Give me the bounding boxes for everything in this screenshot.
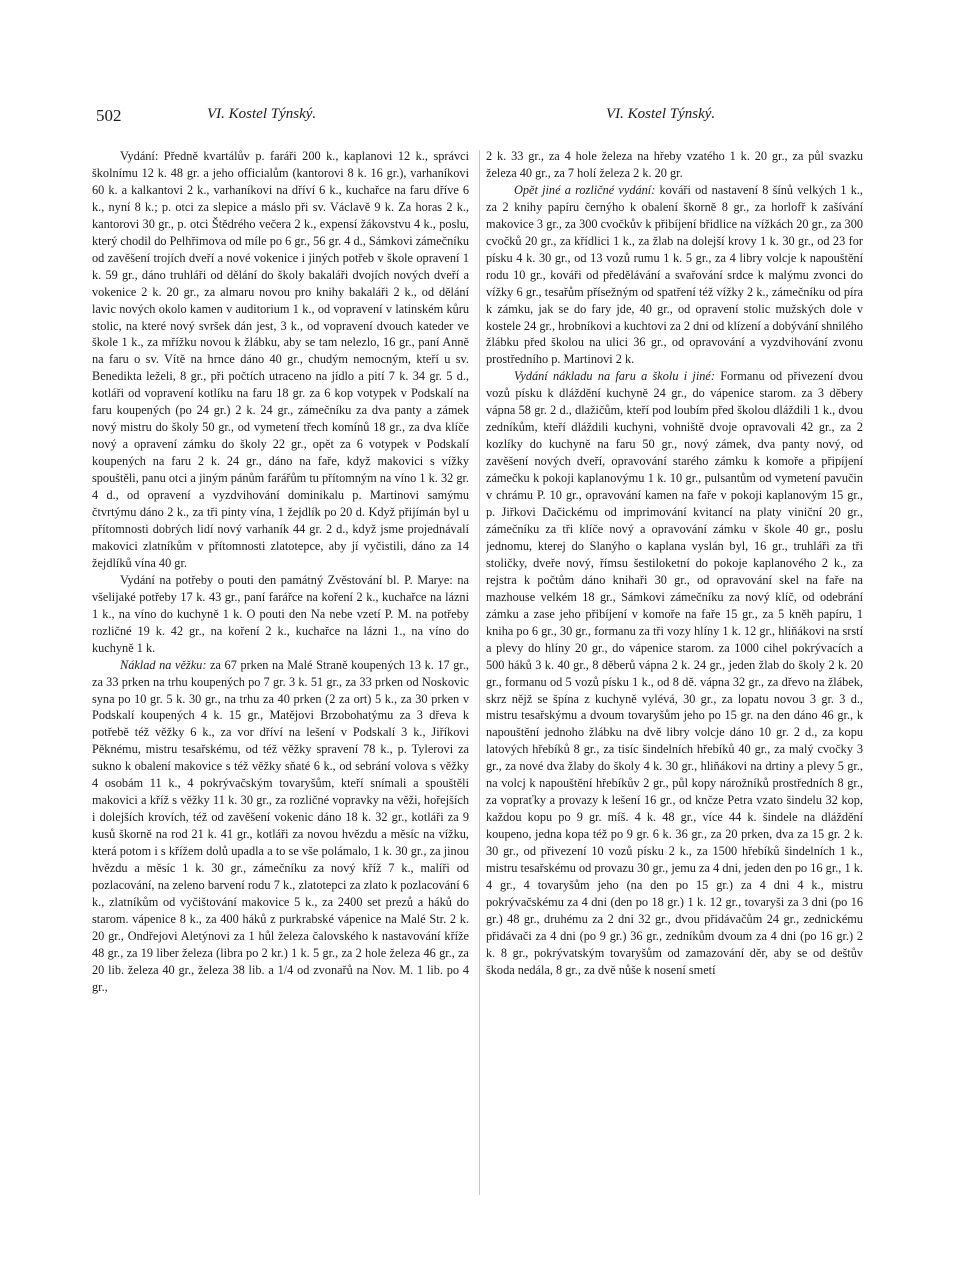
paragraph-continuation: 2 k. 33 gr., za 4 hole železa na hřeby vzatého 1 k. 20 gr., za půl svazku železa 40 gr., za 7 holí železa 2 k. 20 gr.: [486, 149, 863, 180]
right-column: [486, 148, 863, 1198]
section-label: Náklad na věžku:: [120, 657, 207, 672]
section-label: Opět jiné a rozličné vydání:: [514, 182, 656, 197]
paragraph-text: kováři od nastavení 8 šínů velkých 1 k., za 2 knihy papíru černýho k obalení škorně 8 gr., za horlofř k zašívání makovice 3 gr., za 300 cvočkův k přibíjení břidlice na vížkách 20 gr., za 300 cvočků 20 gr., za křídlici 1 k., za žlab na dolejší krovy 1 k. 30 gr., od 23 for písku 4 k. 30 gr., od 13 vozů rumu 1 k. 5 gr., za 4 libry volcje k napouštění rodu 10 gr., kováři od předělávání a svařování srdce k malýmu zvonci do vížky 6 gr., tesařům přísežným od spatření též vížky 2 k., zámečníku od píra k zámku, jak se do fary jde, 40 gr., od opravení stolic mužských dole v kostele 24 gr., hrobníkovi a kuchtovi za 2 dni od klízení a dobývání shnilého žlábku před školou na ulici 36 gr., od opravování a vyzdvihování zvonu prostředního p. Martinovi 2 k.: [486, 182, 863, 367]
left-column: [92, 148, 469, 1198]
paragraph-pout: Vydání na potřeby o pouti den památný Zvěstování bl. P. Marye: na všelijaké potřeby 17 k. 43 gr., paní farářce na koření 2 k., kuchařce na lázni 1 k., na víno do kuchyně 1 k. O pouti den Na nebe vzetí P. M. na potřeby rozličné 19 k. 42 gr., na koření 2 k., kuchařce na lázni 1., na víno do kuchyně 1 k.: [92, 572, 469, 655]
column-divider: [479, 150, 480, 1195]
running-head-left: VI. Kostel Týnský.: [207, 106, 317, 122]
paragraph-faru-skolu: [486, 368, 863, 978]
section-label: Vydání nákladu na faru a školu i jiné:: [514, 369, 715, 384]
page-number: 502: [96, 106, 122, 125]
paragraph-naklad-vezku: [92, 657, 469, 996]
paragraph-opet-jine: [486, 182, 863, 368]
running-head-right: VI. Kostel Týnský.: [606, 106, 716, 122]
paragraph-text: Formanu od přivezení dvou vozů písku k dláždění kuchyně 24 gr., do vápenice starom. za 3 děbery vápna 58 gr. 2 d., dlažičům, kteří pod loubím před školou dláždili 1 k., dvou zedníkům, kteří dláždili kuchyni, vohniště dvoje opravovali 42 gr., za 2 kozlíky do kuchyně na faru 50 gr., nový zámek, dva panty nový, od zavěšení nových dveří, opravování starého zámku k komoře a připíjení zámečku k pokoji kaplanovýmu 1 k. 10 gr., pulsantům od vymetení pavučin v chrámu P. 10 gr., opravování kamen na faře v pokoji kaplanovým 15 gr., p. Jiřkovi Dačickému od imprimování kvitancí na platy viniční 20 gr., zámečníku za tři klíče nový a opravování zámku v škole 40 gr., poslu jednomu, kterej do Slanýho o kaplana vyslán byl, 16 gr., truhláři za tři stoličky, dveře nový, římsu šestiloketní do pokoje kaplanového 2 k., za rejstra k počtům dáno knihaři 30 gr., od opravování skel na faře na mazhouse velkém 18 gr., Sámkovi zámečníku za nový klíč, od odebrání zámku a zase jeho přibíjení v komoře na faře 15 gr., za 5 kněh papíru, 1 kniha po 6 gr., 30 gr., formanu za tři vozy hlíny 1 k. 12 gr., hliňákovi na srstí a plevy do hlíny 20 gr., do vápenice starom. za 1000 cihel pokrývacích a 500 háků 3 k. 40 gr., 8 děberů vápna 2 k. 24 gr., jeden žlab do školy 2 k. 20 gr., formanu od 5 vozů písku 1 k., od 8 dě. vápna 32 gr., za dřevo na žlábek, skrz nějž se špína z kuchyně vylévá, 30 gr., za lopatu novou 3 gr. 3 d., mistru tesařskýmu a dvoum tovaryšům jeho po 15 gr. na den dáno 46 gr., k napouštění jednoho žlábku na dvě libry volcje dáno 10 gr. 2 d., za kopu latových hřebíků 8 gr., za tisíc šindelních hřebíků 40 gr., za malý cvočky 3 gr., za nové dva žlaby do školy 4 k. 30 gr., hliňákovi na drtiny a plevy 5 gr., na volcj k napouštění hřebíkův 2 gr., půl kopy nárožníků prostředních 8 gr., za vopraťky a provazy k lešení 16 gr., od knčze Petra vzato šindelu 32 kop, každou kopu po 9 gr. míš. 4 k. 48 gr., více 44 k. šindele na dláždění koupeno, jedna kopa též po 9 gr. 6 k. 36 gr., za 20 prken, dva za 15 gr. 2 k. 30 gr., od přivezení 10 vozů písku 2 k., za 1500 hřebíků šindelních 1 k., mistru tesařskému od provazu 30 gr., jemu za 4 dni, jeden den po 16 gr., 1 k. 4 gr., 4 tovaryšům jeho (na den po 15 gr.) za 4 dni 4 k., mistru pokrývačskému za 4 dni (den po 18 gr.) 1 k. 12 gr., tovaryši za 3 dni (po 16 gr.) 48 gr., druhému za 2 dni 32 gr., dvou přidávačům 24 gr., zednickému přidávači za 4 dni (po 9 gr.) 36 gr., zedníkům dvoum za 4 dni (po 16 gr.) 2 k. 8 gr., pokrývatským tovaryšům od zamazování děr, aby se od deštův škoda nedála, 8 gr., za dvě nůše k nosení smetí: [486, 369, 863, 977]
paragraph-vydani: Vydání: Předně kvartálův p. faráři 200 k., kaplanovi 12 k., správci školnímu 12 k. 48 gr. a jeho officialům (kantorovi 8 k. 16 gr.), varhaníkovi 60 k. a kalkantovi 2 k., varhaníkovi na dříví 6 k., kuchařce na faru dříve 6 k., nyní 8 k.; p. otci za slepice a máslo při sv. Václavě 9 k. Za horas 2 k., kantorovi 30 gr., p. otci Štědrého večera 2 k., expensí žákovstvu 4 k., poslu, který chodil do Pelhřimova od míle po 6 gr., 56 gr. 4 d., Sámkovi zámečníku od zavěšení trojích dveří a nové vokenice i jiných potřeb v škole opravení 1 k. 59 gr., dáno truhláři od dělání do školy bakaláři dvojích nových dveří a vokenice 2 k. 20 gr., za almaru novou pro knihy bakaláři 2 k., od dělání lavic nových okolo kamen v auditorium 1 k., od vopravení v latinském kůru stolic, na které nový svršek dán jest, 3 k., od vopravení dvouch kateder ve škole 1 k., za mřížku novou k žlábku, aby se tam nelezlo, 16 gr., paní Anně na faru o sv. Vítě na hrnce dáno 40 gr., chudým nemocným, kteří u sv. Benedikta leželi, 8 gr., při počtích utraceno na jídlo a pití 7 k. 34 gr. 5 d., kotláři od vopravení kotlíku na faru 18 gr. za 6 kop votypek v Podskalí na faru koupených (po 24 gr.) 2 k. 24 gr., zámečníku za dva panty a zámek nový mistru do školy 50 gr., od vymetení třech komínů 18 gr., za dva klíče nový a opravení zámku do školy 22 gr., opět za 6 votypek v Podskalí koupených na faru 2 k. 24 gr., dáno na faře, když makovici s vížky spouštěli, panu otci a jiným pánům farářům tu přítomným na víno 1 k. 32 gr. 4 d., od opravení a vyzdvihování dominikalu p. Martinovi samýmu čtvrtýmu dáno 2 k., za tři pinty vína, 1 žejdlík po 20 d. Když přijímán byl u přítomnosti dobrých lidí nový varhaník 44 gr. 2 d., když jsme projednávalí makovici zlatníkům v přítomnosti zlatotepce, aby jí vyčistili, dáno za 14 žejdlíků vína 40 gr.: [92, 149, 469, 570]
paragraph-text: za 67 prken na Malé Straně koupených 13 k. 17 gr., za 33 prken na trhu koupených po 7 gr. 3 k. 51 gr., za 33 prken od Noskovic syna po 10 gr. 5 k. 30 gr., na trhu za 40 prken (2 za ort) 5 k., za 30 prken v Podskalí koupených 4 k. 15 gr., Matějovi Brzobohatýmu za 3 dřeva k potřebě též věžky 6 k., za vor dříví na lešení v Podskalí 3 k., Jiříkovi Pěknému, mistru tesařskému, od též věžky spravení 78 k., p. Tylerovi za sukno k obalení makovice s též věžky sňaté 6 k., od sebrání volova s věžky 4 osobám 11 k., 4 pokrývačským tovaryšům, kteří snímali a spouštěli makovici a kříž s věžky 11 k. 30 gr., za rozličné vopravky na věži, hořejších i dolejších krovích, též od zavěšení vokenic dáno 18 k. 32 gr., kotláři za 9 kusů škorně na rod 21 k. 41 gr., kotláři za novou hvězdu a měsíc na vížku, která potom i s křížem dolů upadla a to se vše polámalo, 1 k. 30 gr., za jinou hvězdu a měsíc 1 k. 30 gr., zámečníku za nový kříž 7 k., malíři od pozlacování, na zeleno barvení rodu 7 k., zlatotepci za zlato k pozlacování 6 k., zlatníkům od vyčištování makovice 5 k., za 2400 set prezů a háků do starom. vápenice 8 k., za 400 háků z purkrabské vápenice na Malé Str. 2 k. 20 gr., Ondřejovi Aletýnovi za 1 hůl železa čalovského k nastavování kříže 48 gr., za 19 liber železa (libra po 2 kr.) 1 k. 5 gr., za 2 hole železa 46 gr., za 20 lib. železa 40 gr., železa 38 lib. a 1/4 od zvonařů na Nov. M. 1 lib. po 4 gr.,: [92, 657, 469, 994]
